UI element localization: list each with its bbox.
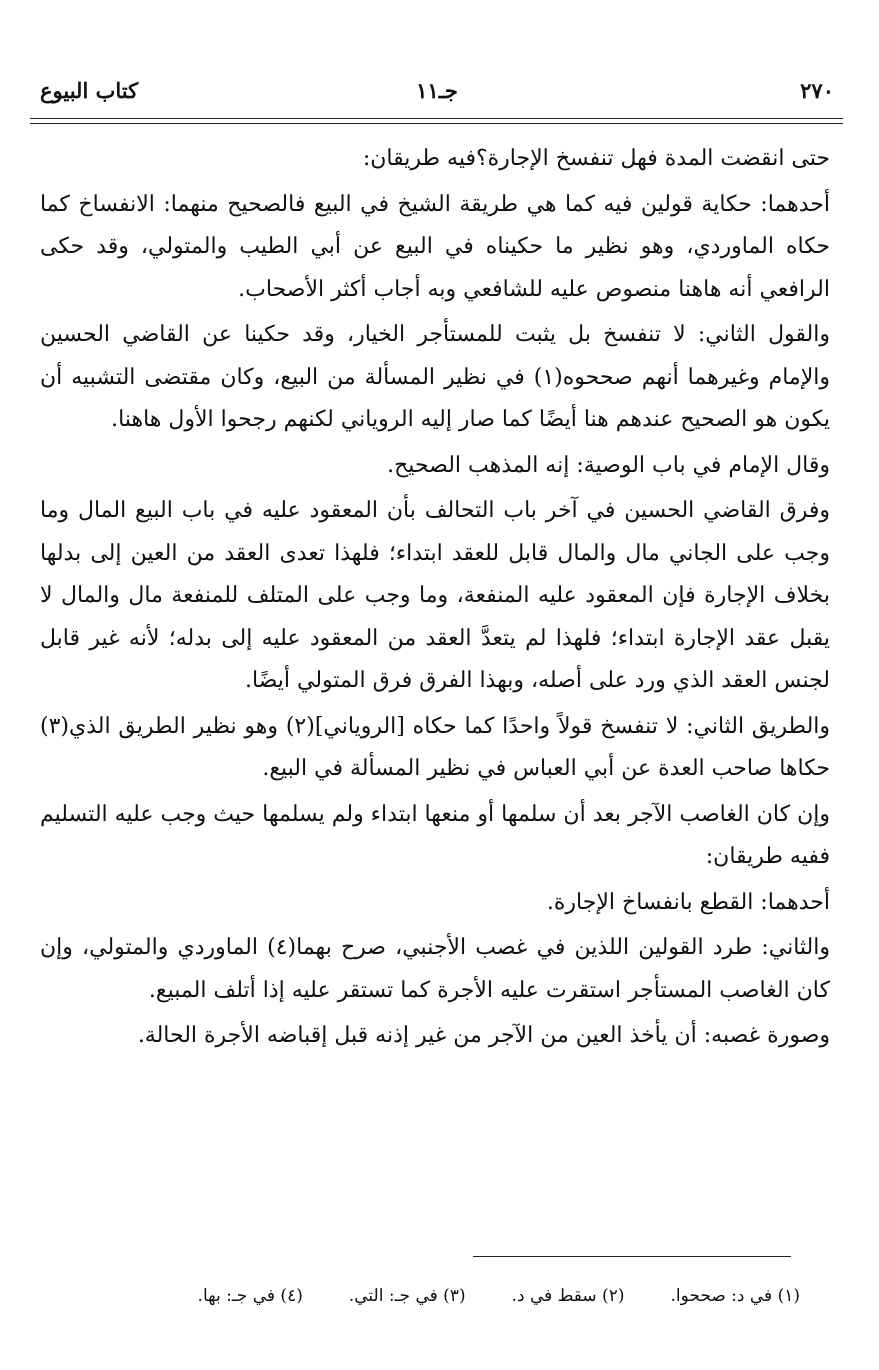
paragraph: حتى انقضت المدة فهل تنفسخ الإجارة؟فيه طريقان: xyxy=(362,146,830,171)
paragraph: والثاني: طرد القولين اللذين في غصب الأجنبي، صرح بهما(٤) الماوردي والمتولي، وإن كان الغاصب المستأجر استقرت عليه الأجرة كما تستقر عليه إذا أتلف المبيع. xyxy=(40,935,831,1003)
footnote-separator xyxy=(473,1256,791,1257)
paragraph: وفرق القاضي الحسين في آخر باب التحالف بأن المعقود عليه في باب البيع المال وما وجب على الجاني مال والمال قابل للعقد ابتداء؛ فلهذا تعدى العقد من العين إلى بدلها بخلاف الإجارة فإن المعقود عليه المنفعة، وما وجب على المتلف للمنفعة مال والمال لا يقبل عقد الإجارة ابتداء؛ فلهذا لم يتعدَّ العقد من المعقود عليه إلى بدله؛ لأنه غير قابل لجنس العقد الذي ورد على أصله، وبهذا الفرق فرق المتولي أيضًا. xyxy=(40,498,831,693)
paragraph: وقال الإمام في باب الوصية: إنه المذهب الصحيح. xyxy=(387,452,830,478)
main-text xyxy=(40,138,830,1061)
paragraph: والقول الثاني: لا تنفسخ بل يثبت للمستأجر الخيار، وقد حكينا عن القاضي الحسين والإمام وغيرهما أنهم صححوه(١) في نظير المسألة من البيع، وكان مقتضى التشبيه أن يكون هو الصحيح عندهم هنا أيضًا كما صار إليه الروياني لكنهم رجحوا الأول هاهنا. xyxy=(40,322,830,432)
header-rule-bottom xyxy=(30,123,843,124)
footnote-3: (٣) في جـ: التي. xyxy=(348,1286,466,1306)
paragraph: والطريق الثاني: لا تنفسخ قولاً واحدًا كما حكاه [الروياني](٢) وهو نظير الطريق الذي(٣) حكاها صاحب العدة عن أبي العباس في نظير المسألة في البيع. xyxy=(40,713,831,781)
footnotes xyxy=(40,1286,800,1306)
paragraph: وصورة غصبه: أن يأخذ العين من الآجر من غير إذنه قبل إقباضه الأجرة الحالة. xyxy=(137,1023,830,1048)
paragraph: وإن كان الغاصب الآجر بعد أن سلمها أو منعها ابتداء ولم يسلمها حيث وجب عليه التسليم ففيه طريقان: xyxy=(40,801,830,869)
book-title: كتاب البيوع xyxy=(40,78,139,103)
paragraph: أحدهما: حكاية قولين فيه كما هي طريقة الشيخ في البيع فالصحيح منهما: الانفساخ كما حكاه الماوردي، وهو نظير ما حكيناه في البيع عن أبي الطيب والمتولي، وقد حكى الرافعي أنه هاهنا منصوص عليه للشافعي وبه أجاب أكثر الأصحاب. xyxy=(40,191,830,302)
header-rule-top xyxy=(30,118,843,119)
page-number: ٢٧٠ xyxy=(800,78,834,103)
volume-label: جـ١١ xyxy=(416,78,458,103)
page-header xyxy=(40,78,834,114)
paragraph: أحدهما: القطع بانفساخ الإجارة. xyxy=(546,889,830,915)
footnote-2: (٢) سقط في د. xyxy=(511,1286,625,1306)
footnote-1: (١) في د: صححوا. xyxy=(670,1286,800,1306)
footnote-4: (٤) في جـ: بها. xyxy=(197,1286,303,1306)
